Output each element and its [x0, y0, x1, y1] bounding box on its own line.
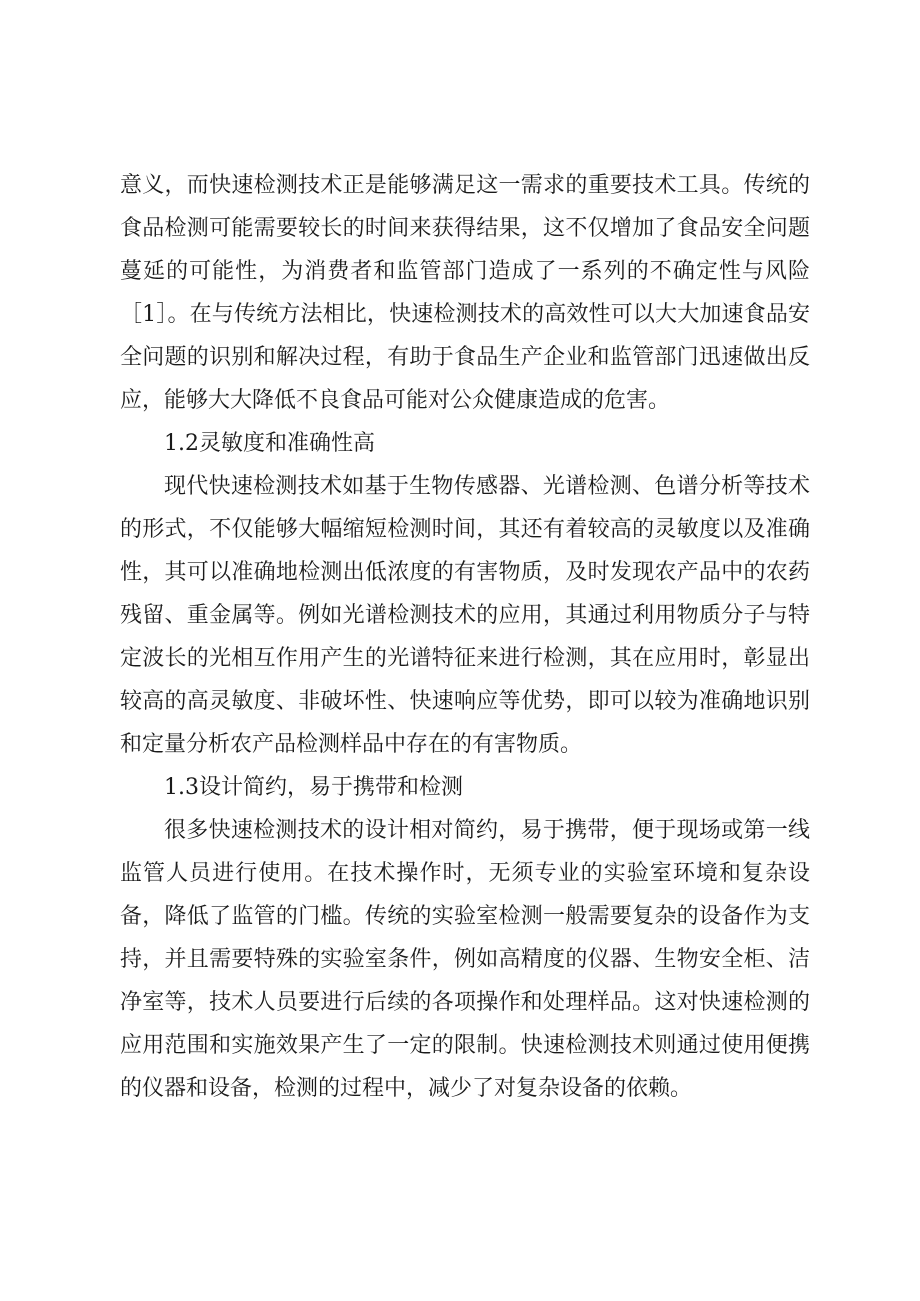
- paragraph-section-1-2: 现代快速检测技术如基于生物传感器、光谱检测、色谱分析等技术的形式，不仅能够大幅缩短检测时间，其还有着较高的灵敏度以及准确性，其可以准确地检测出低浓度的有害物质，及时发现农产品中的农药残留、重金属等。例如光谱检测技术的应用，其通过利用物质分子与特定波长的光相互作用产生的光谱特征来进行检测，其在应用时，彰显出较高的高灵敏度、非破坏性、快速响应等优势，即可以较为准确地识别和定量分析农产品检测样品中存在的有害物质。: [120, 474, 810, 757]
- document-body: [120, 164, 810, 1110]
- paragraph-continued: 意义，而快速检测技术正是能够满足这一需求的重要技术工具。传统的食品检测可能需要较长的时间来获得结果，这不仅增加了食品安全问题蔓延的可能性，为消费者和监管部门造成了一系列的不确定性与风险［1］。在与传统方法相比，快速检测技术的高效性可以大大加速食品安全问题的识别和解决过程，有助于食品生产企业和监管部门迅速做出反应，能够大大降低不良食品可能对公众健康造成的危害。: [120, 173, 810, 413]
- section-heading-1-3: 1.3设计简约，易于携带和检测: [164, 775, 463, 800]
- section-heading-1-2: 1.2灵敏度和准确性高: [164, 431, 375, 456]
- paragraph-section-1-3: 很多快速检测技术的设计相对简约，易于携带，便于现场或第一线监管人员进行使用。在技术操作时，无须专业的实验室环境和复杂设备，降低了监管的门槛。传统的实验室检测一般需要复杂的设备作为支持，并且需要特殊的实验室条件，例如高精度的仪器、生物安全柜、洁净室等，技术人员要进行后续的各项操作和处理样品。这对快速检测的应用范围和实施效果产生了一定的限制。快速检测技术则通过使用便携的仪器和设备，检测的过程中，减少了对复杂设备的依赖。: [120, 818, 810, 1101]
